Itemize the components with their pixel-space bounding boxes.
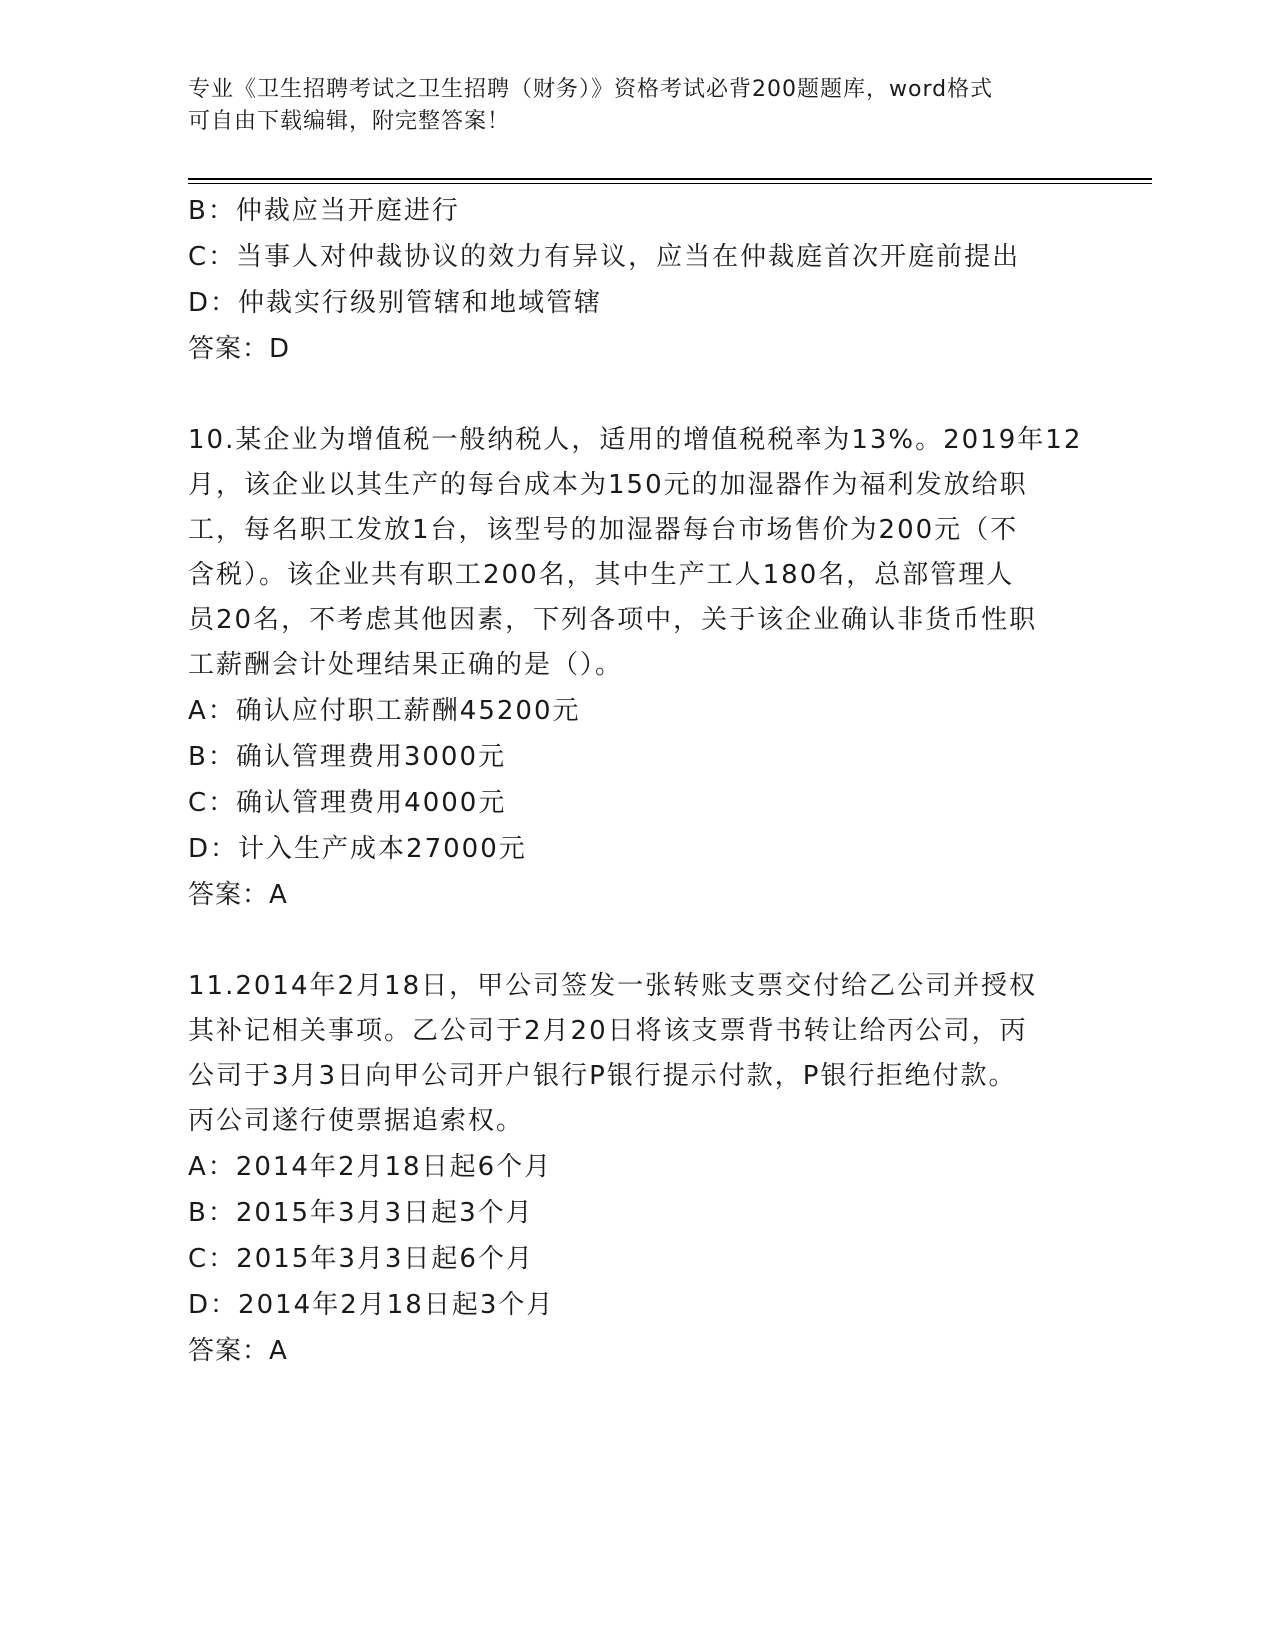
spacer	[188, 372, 1088, 418]
stem-line: 含税）。该企业共有职工200名，其中生产工人180名，总部管理人	[188, 560, 1015, 590]
answer: 答案：D	[188, 334, 291, 364]
question-10	[188, 418, 1088, 918]
answer: 答案：A	[188, 880, 288, 910]
stem-line: 月，该企业以其生产的每台成本为150元的加湿器作为福利发放给职	[188, 470, 1028, 500]
spacer	[188, 918, 1088, 964]
document-header	[188, 74, 1088, 138]
stem-line: 员20名，不考虑其他因素，下列各项中，关于该企业确认非货币性职	[188, 605, 1038, 635]
header-divider-thin	[188, 183, 1152, 184]
document-body	[188, 188, 1088, 1374]
option-c: C：当事人对仲裁协议的效力有异议，应当在仲裁庭首次开庭前提出	[188, 242, 1021, 272]
stem-line: 11.2014年2月18日，甲公司签发一张转账支票交付给乙公司并授权	[188, 971, 1038, 1001]
question-9	[188, 188, 1088, 372]
option-d: D：仲裁实行级别管辖和地域管辖	[188, 288, 603, 318]
option-a: A：确认应付职工薪酬45200元	[188, 696, 581, 726]
option-b: B：仲裁应当开庭进行	[188, 196, 460, 226]
stem-line: 其补记相关事项。乙公司于2月20日将该支票背书转让给丙公司，丙	[188, 1016, 1028, 1046]
option-c: C：确认管理费用4000元	[188, 788, 507, 818]
question-stem	[188, 964, 1088, 1144]
option-b: B：确认管理费用3000元	[188, 742, 507, 772]
option-b: B：2015年3月3日起3个月	[188, 1198, 534, 1228]
header-line-1: 专业《卫生招聘考试之卫生招聘（财务）》资格考试必背200题题库，word格式	[188, 77, 994, 102]
option-d: D：2014年2月18日起3个月	[188, 1290, 555, 1320]
answer: 答案：A	[188, 1336, 288, 1366]
option-c: C：2015年3月3日起6个月	[188, 1244, 534, 1274]
header-line-2: 可自由下载编辑，附完整答案！	[188, 109, 511, 134]
option-d: D：计入生产成本27000元	[188, 834, 527, 864]
stem-line: 公司于3月3日向甲公司开户银行P银行提示付款，P银行拒绝付款。	[188, 1061, 1017, 1091]
question-11	[188, 964, 1088, 1374]
stem-line: 工，每名职工发放1台，该型号的加湿器每台市场售价为200元（不	[188, 515, 1019, 545]
option-a: A：2014年2月18日起6个月	[188, 1152, 553, 1182]
header-divider-thick	[188, 178, 1152, 180]
stem-line: 10.某企业为增值税一般纳税人，适用的增值税税率为13%。2019年12	[188, 425, 1083, 455]
stem-line: 工薪酬会计处理结果正确的是（）。	[188, 650, 624, 680]
question-stem	[188, 418, 1088, 688]
stem-line: 丙公司遂行使票据追索权。	[188, 1106, 525, 1136]
